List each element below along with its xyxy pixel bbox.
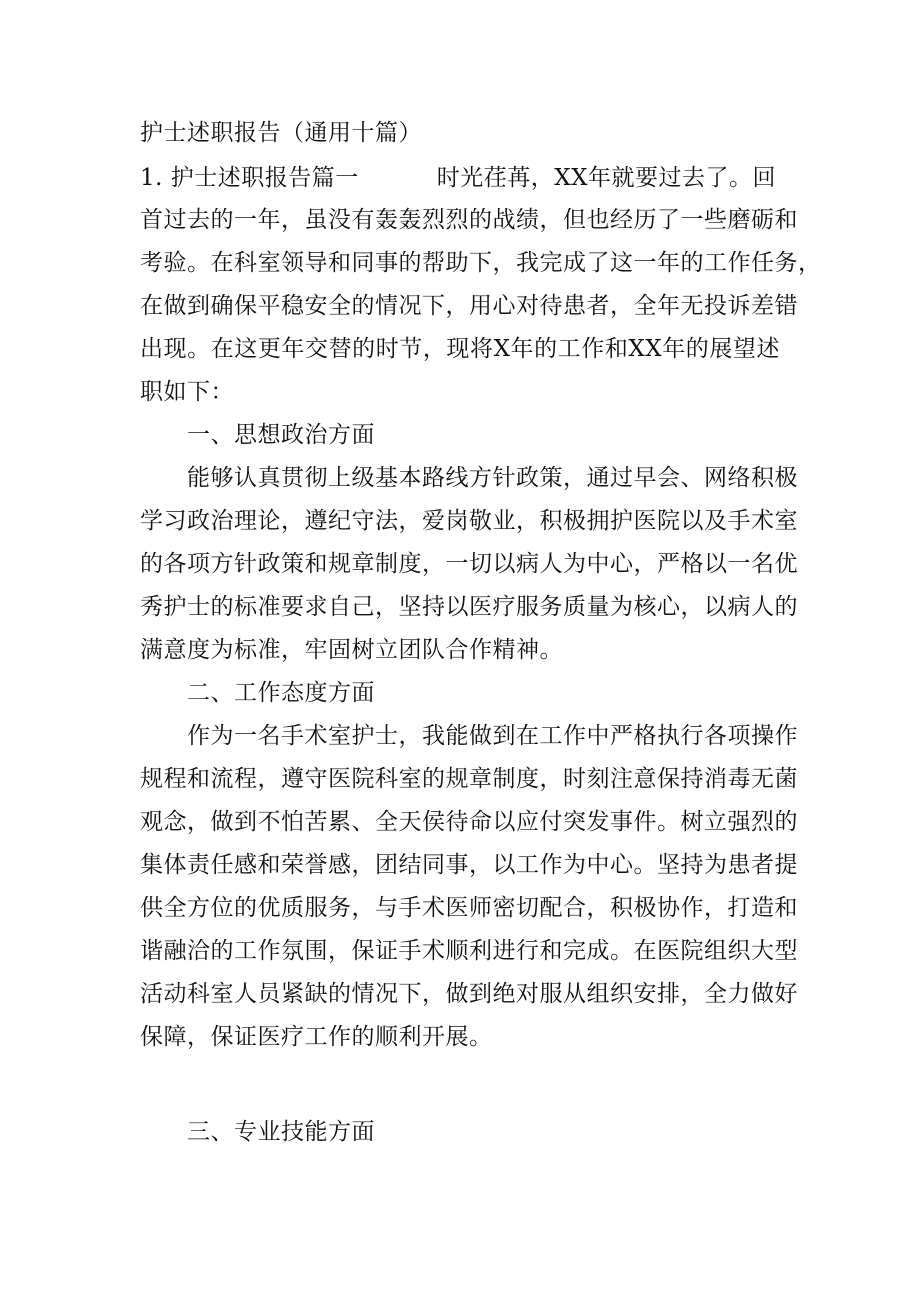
section-heading-3: 三、专业技能方面	[187, 1119, 375, 1145]
paragraph2-line: 集体责任感和荣誉感，团结同事，以工作为中心。坚持为患者提	[140, 852, 798, 878]
paragraph1-line: 的各项方针政策和规章制度，一切以病人为中心，严格以一名优	[140, 551, 798, 577]
paragraph2-line: 供全方位的优质服务，与手术医师密切配合，积极协作，打造和	[140, 895, 798, 921]
intro-line: 出现。在这更年交替的时节，现将X年的工作和XX年的展望述	[140, 336, 780, 362]
paragraph2-line: 规程和流程，遵守医院科室的规章制度，时刻注意保持消毒无菌	[140, 766, 798, 792]
intro-line: 首过去的一年，虽没有轰轰烈烈的战绩，但也经历了一些磨砺和	[140, 207, 798, 233]
intro-line: 考验。在科室领导和同事的帮助下，我完成了这一年的工作任务，	[140, 250, 822, 276]
paragraph2-line: 观念，做到不怕苦累、全天侯待命以应付突发事件。树立强烈的	[140, 809, 798, 835]
section-heading-2: 二、工作态度方面	[187, 680, 375, 706]
paragraph2-line: 保障，保证医疗工作的顺利开展。	[140, 1024, 493, 1050]
paragraph1-line: 满意度为标准，牢固树立团队合作精神。	[140, 637, 563, 663]
paragraph2-line: 谐融洽的工作氛围，保证手术顺利进行和完成。在医院组织大型	[140, 938, 798, 964]
paragraph2-line: 作为一名手术室护士，我能做到在工作中严格执行各项操作	[187, 723, 798, 749]
intro-line: 在做到确保平稳安全的情况下，用心对待患者，全年无投诉差错	[140, 293, 798, 319]
section1-opening: 时光荏苒，XX年就要过去了。回	[436, 165, 777, 191]
paragraph1-line: 能够认真贯彻上级基本路线方针政策，通过早会、网络积极	[187, 465, 798, 491]
section-heading-1: 一、思想政治方面	[187, 422, 375, 448]
section1-label: 1. 护士述职报告篇一	[140, 165, 359, 191]
intro-line: 职如下：	[140, 379, 234, 405]
paragraph1-line: 学习政治理论，遵纪守法，爱岗敬业，积极拥护医院以及手术室	[140, 508, 798, 534]
document-title: 护士述职报告（通用十篇）	[140, 120, 422, 146]
paragraph2-line: 活动科室人员紧缺的情况下，做到绝对服从组织安排，全力做好	[140, 981, 798, 1007]
paragraph1-line: 秀护士的标准要求自己，坚持以医疗服务质量为核心，以病人的	[140, 594, 798, 620]
section1-first-line	[140, 163, 776, 193]
